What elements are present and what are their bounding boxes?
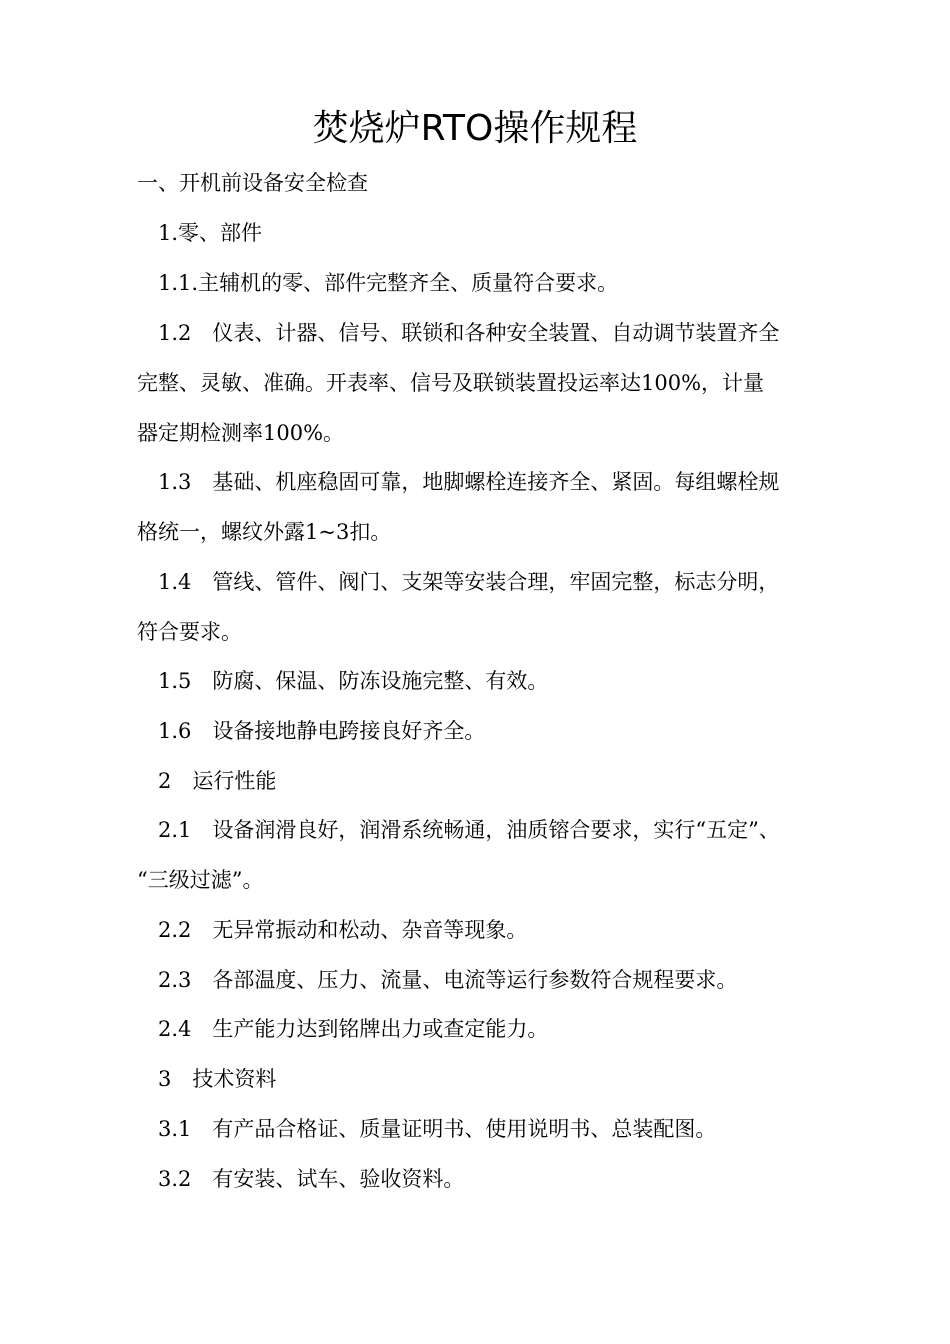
paragraph-line: 1.1.主辅机的零、部件完整齐全、质量符合要求。 bbox=[158, 271, 619, 295]
paragraph-line: 1.5 防腐、保温、防冻设施完整、有效。 bbox=[158, 669, 549, 693]
paragraph-line: 3.2 有安装、试车、验收资料。 bbox=[158, 1167, 465, 1191]
paragraph-line: 2.1 设备润滑良好，润滑系统畅通，油质镕合要求，实行“五定”、 bbox=[158, 818, 780, 842]
paragraph-line: 器定期检测率100%。 bbox=[137, 421, 345, 445]
paragraph-line: 符合要求。 bbox=[137, 620, 242, 644]
paragraph-line: 2.4 生产能力达到铭牌出力或查定能力。 bbox=[158, 1017, 549, 1041]
section-heading: 一、开机前设备安全检查 bbox=[137, 171, 368, 195]
item-heading: 1.零、部件 bbox=[158, 221, 263, 245]
paragraph-line: 2.2 无异常振动和松动、杂音等现象。 bbox=[158, 918, 528, 942]
document-title: 焚烧炉RTO操作规程 bbox=[312, 108, 638, 149]
paragraph-line: 3.1 有产品合格证、质量证明书、使用说明书、总装配图。 bbox=[158, 1117, 717, 1141]
paragraph-line: 1.6 设备接地静电跨接良好齐全。 bbox=[158, 719, 486, 743]
item-heading: 3 技术资料 bbox=[158, 1067, 277, 1091]
paragraph-line: 格统一，螺纹外露1~3扣。 bbox=[137, 520, 392, 544]
item-heading: 2 运行性能 bbox=[158, 769, 277, 793]
paragraph-line: 1.3 基础、机座稳固可靠，地脚螺栓连接齐全、紧固。每组螺栓规 bbox=[158, 470, 780, 494]
paragraph-line: 1.2 仪表、计器、信号、联锁和各种安全装置、自动调节装置齐全 bbox=[158, 321, 780, 345]
paragraph-line: 1.4 管线、管件、阀门、支架等安装合理，牢固完整，标志分明， bbox=[158, 570, 780, 594]
paragraph-line: “三级过滤”。 bbox=[137, 868, 264, 892]
paragraph-line: 完整、灵敏、准确。开表率、信号及联锁装置投运率达100%，计量 bbox=[137, 371, 765, 395]
paragraph-line: 2.3 各部温度、压力、流量、电流等运行参数符合规程要求。 bbox=[158, 968, 738, 992]
